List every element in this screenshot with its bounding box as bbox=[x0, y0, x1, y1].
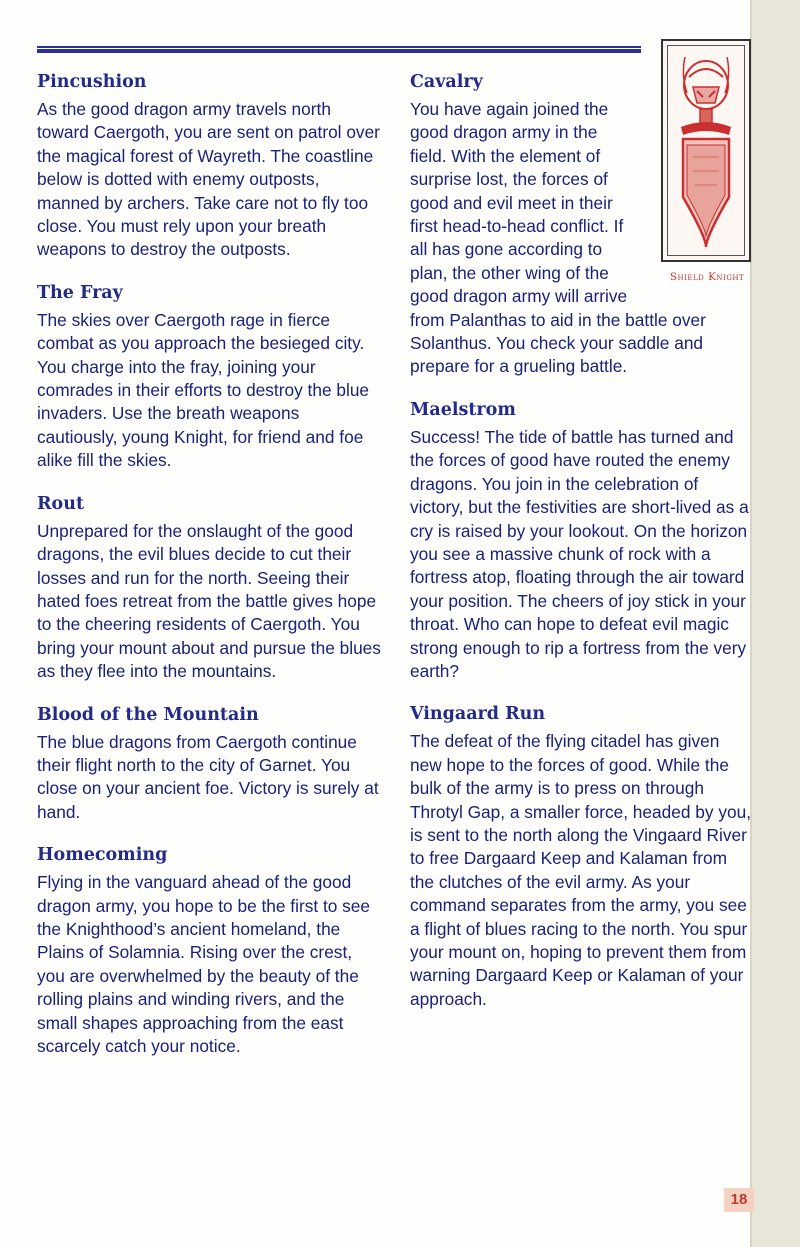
section-title: Homecoming bbox=[37, 845, 168, 866]
header-rule bbox=[37, 46, 641, 53]
section-pincushion bbox=[37, 70, 382, 262]
section-title: Pincushion bbox=[37, 72, 147, 92]
section-text: Unprepared for the onslaught of the good dragons, the evil blues decide to cut their losses and run for the north. Seeing their hated foes retreat from the battle gives hope to the cheering residents of Caergoth. You bring your mount about and pursue the blues as they flee into the mountains. bbox=[37, 520, 381, 682]
section-title: Maelstrom bbox=[410, 399, 516, 420]
section-text: The blue dragons from Caergoth continue their flight north to the city of Garnet. You close on your ancient foe. Victory is surely at hand. bbox=[37, 731, 379, 822]
section-blood-of-the-mountain bbox=[37, 703, 382, 825]
section-title: Rout bbox=[37, 493, 85, 514]
section-text-wide: from Palanthas to aid in the battle over Solanthus. You check your saddle and prepare for a grueling battle. bbox=[410, 309, 706, 377]
section-the-fray bbox=[37, 281, 382, 473]
section-title: Cavalry bbox=[410, 72, 483, 92]
section-text: As the good dragon army travels north toward Caergoth, you are sent on patrol over the magical forest of Wayreth. The coastline below is dotted with enemy outposts, manned by archers. Take care not to fly too close. You must rely upon your breath weapons to destroy the outposts. bbox=[37, 99, 380, 260]
section-text: The defeat of the flying citadel has given new hope to the forces of good. While the bulk of the army is to press on through Throtyl Gap, a smaller force, headed by you, is sent to the north along the Vingaard River to free Dargaard Keep and Kalaman from the clutches of the evil army. As your command separates from the army, you see a flight of blues racing to the north. You spur your mount on, hoping to prevent them from warning Dargaard Keep or Kalaman of your approach. bbox=[410, 731, 751, 1009]
section-homecoming bbox=[37, 843, 382, 1058]
right-column bbox=[410, 70, 755, 1030]
section-vingaard-run bbox=[410, 702, 755, 1011]
section-text: The skies over Caergoth rage in fierce combat as you approach the besieged city. You charge into the fray, joining your comrades in their efforts to destroy the blue invaders. Use the breath weapons cautiously, young Knight, for friend and foe alike fill the skies. bbox=[37, 309, 370, 471]
emblem-caption: Shield Knight bbox=[669, 271, 745, 283]
section-text-narrow: You have again joined the good dragon army in the field. With the element of surprise lost, the forces of good and evil meet in their first head-to-head conflict. If all has gone according to plan, the other wing of the good dragon army will arrive bbox=[410, 99, 628, 307]
section-title: The Fray bbox=[37, 282, 123, 303]
left-column bbox=[37, 70, 382, 1077]
section-title: Vingaard Run bbox=[410, 704, 546, 725]
section-rout bbox=[37, 492, 382, 684]
page-number: 18 bbox=[724, 1188, 754, 1212]
section-text: Flying in the vanguard ahead of the good dragon army, you hope to be the first to see the Knighthood’s ancient homeland, the Plains of Solamnia. Rising over the crest, you are overwhelmed by the beauty of the rolling plains and winding rivers, and the small shapes approaching from the east scarcely catch your notice. bbox=[37, 872, 371, 1056]
section-title: Blood of the Mountain bbox=[37, 704, 259, 725]
section-text bbox=[410, 98, 755, 379]
section-maelstrom bbox=[410, 398, 755, 683]
page-edge bbox=[752, 0, 800, 1247]
section-text: Success! The tide of battle has turned and the forces of good have routed the enemy dragons. You join in the celebration of victory, but the festivities are short-lived as a cry is raised by your lookout. On the horizon you see a massive chunk of rock with a fortress atop, floating through the air toward your position. The cheers of joy stick in your throat. Who can hope to defeat evil magic strong enough to rip a fortress from the very earth? bbox=[410, 426, 749, 681]
section-cavalry bbox=[410, 70, 755, 379]
